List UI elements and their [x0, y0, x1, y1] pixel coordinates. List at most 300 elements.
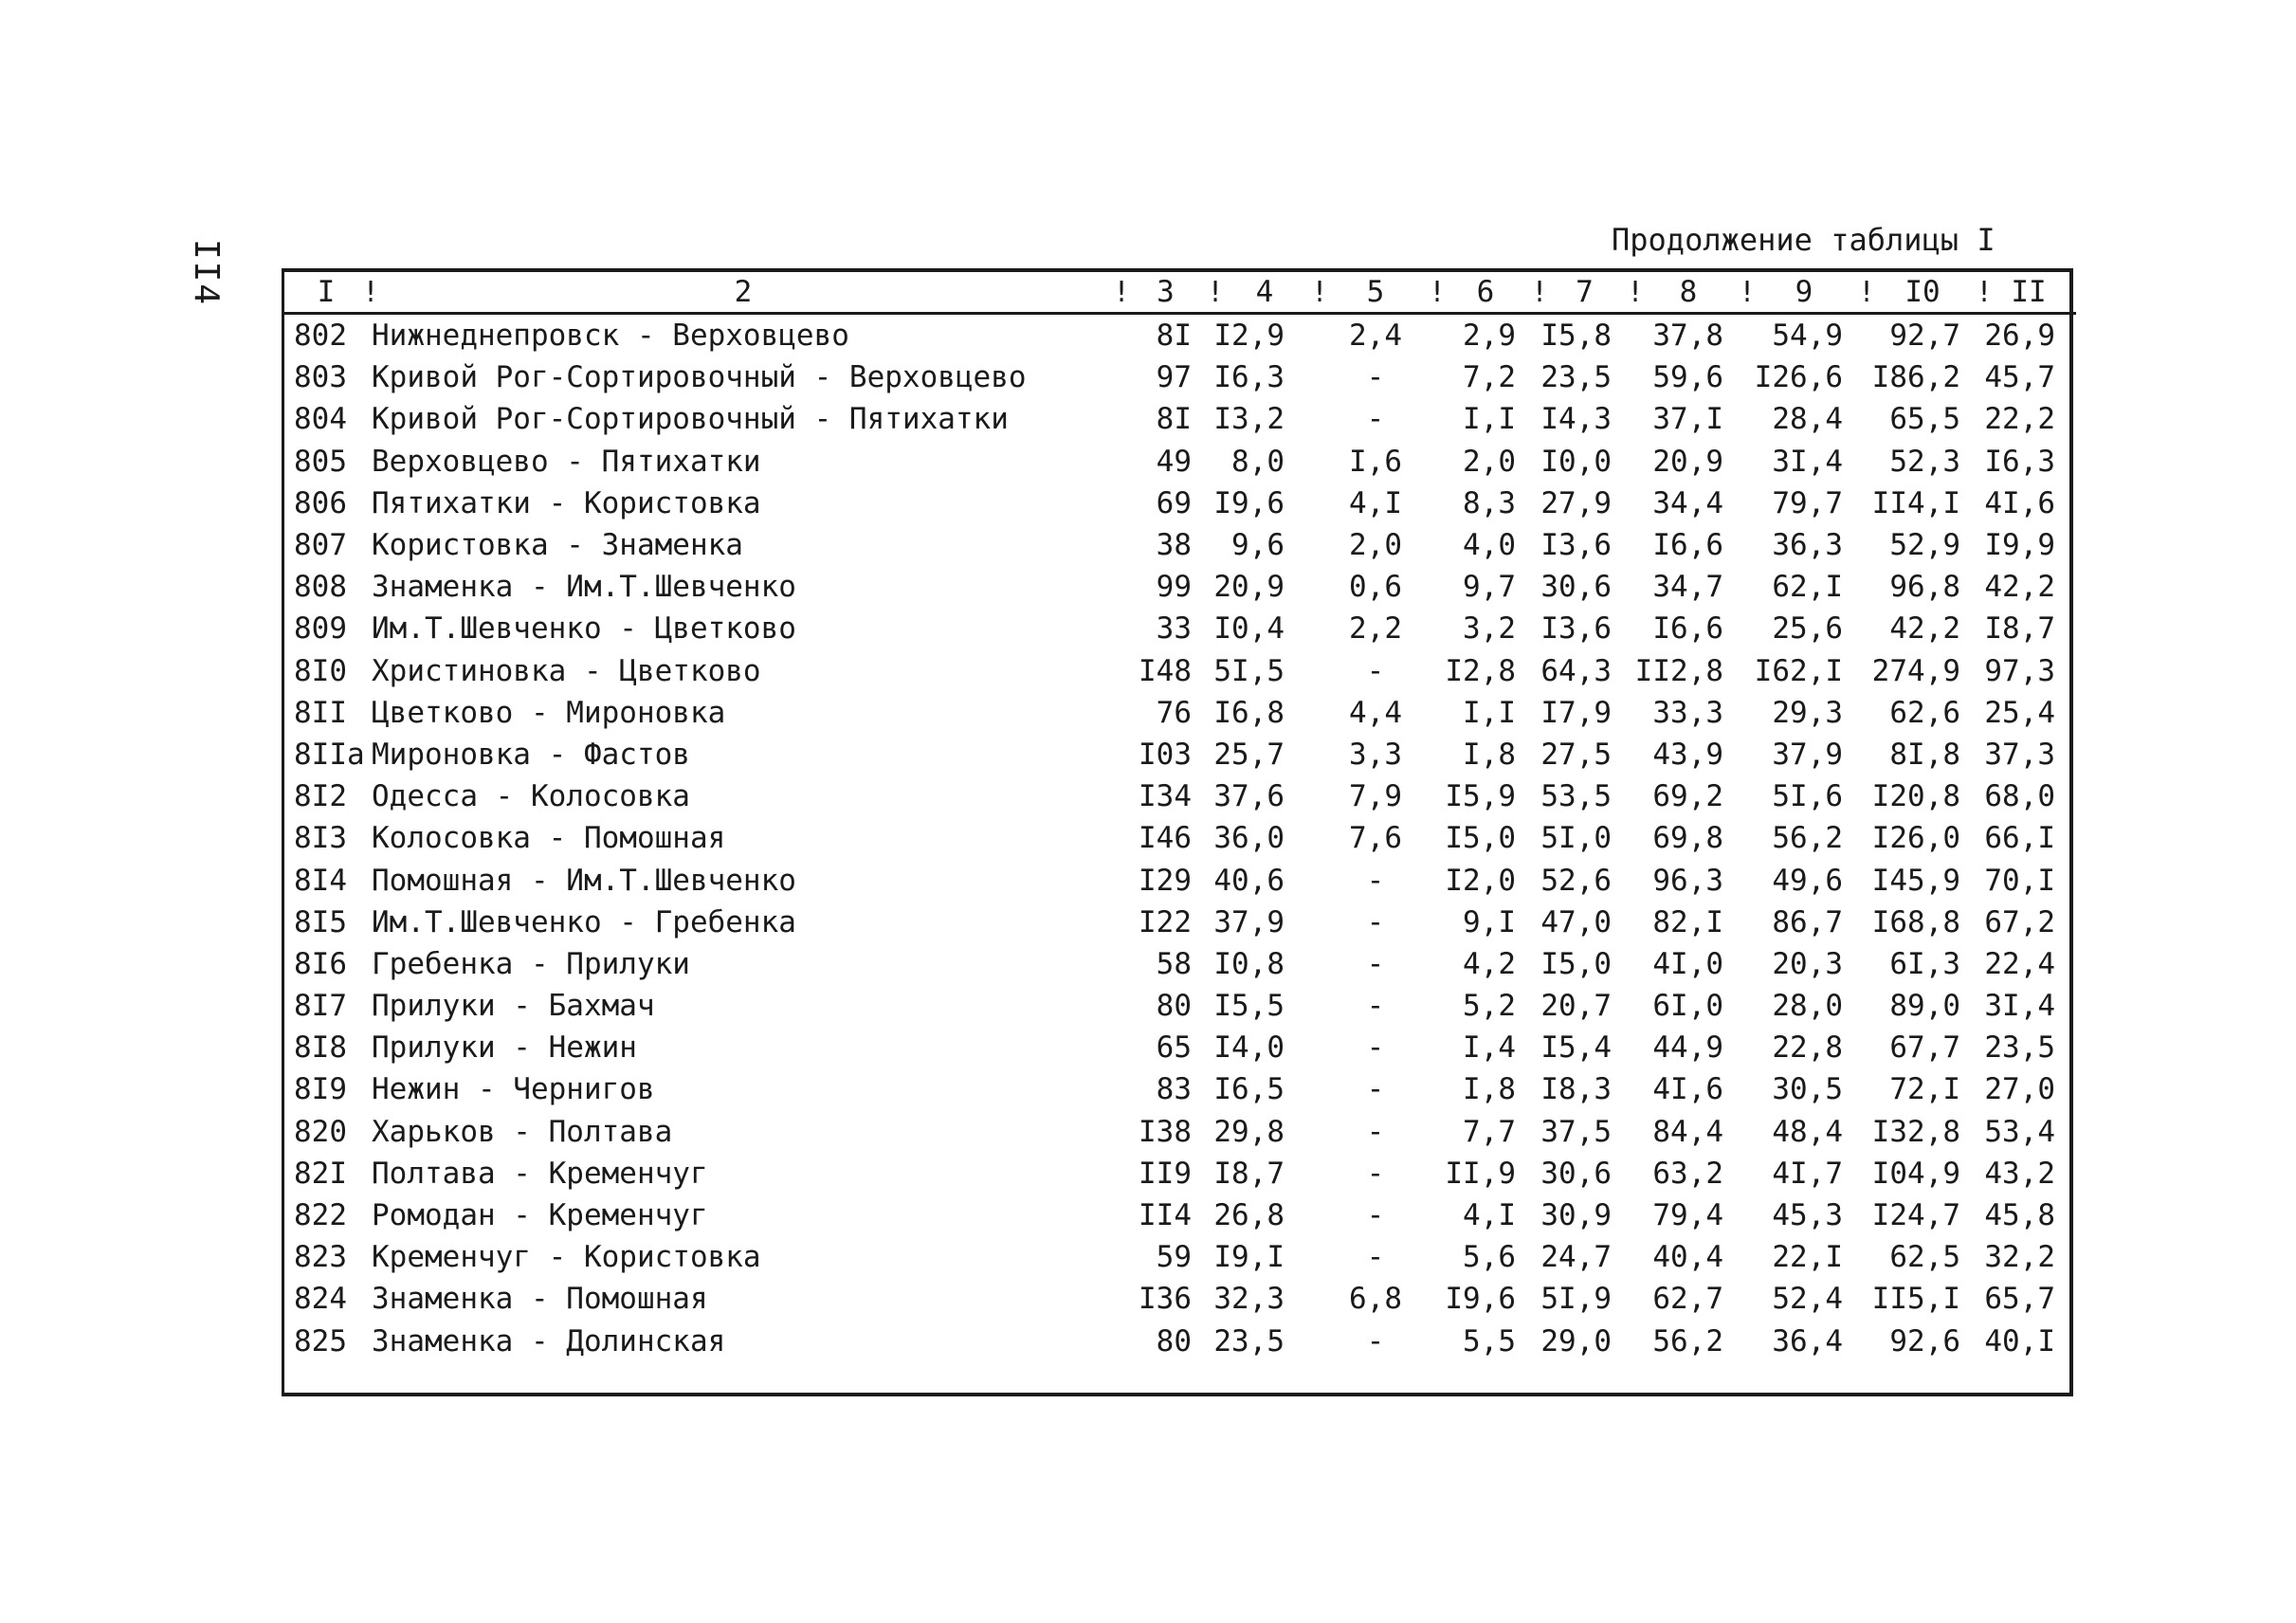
- value-col-5: 7,9: [1349, 779, 1402, 814]
- value-col-10: 6I,3: [1889, 946, 1960, 981]
- table-header: [284, 272, 2076, 314]
- row-number: 809: [294, 611, 347, 647]
- value-col-7: I5,4: [1540, 1030, 1612, 1066]
- value-col-3: 97: [1156, 360, 1192, 395]
- value-col-6: II,9: [1445, 1156, 1516, 1191]
- value-col-7: 53,5: [1540, 779, 1612, 814]
- route-name: Верховцево - Пятихатки: [372, 444, 761, 479]
- value-col-11: 25,4: [1984, 695, 2055, 730]
- value-col-8: 56,2: [1652, 1323, 1723, 1359]
- header-col-3: ! 3: [1119, 272, 1212, 314]
- value-col-9: 56,2: [1772, 821, 1843, 856]
- route-name: Цветково - Мироновка: [372, 695, 726, 730]
- value-col-5: 7,6: [1349, 821, 1402, 856]
- value-col-5: 4,4: [1349, 695, 1402, 730]
- value-col-5: -: [1366, 1240, 1385, 1275]
- value-col-3: 65: [1156, 1030, 1192, 1066]
- value-col-7: I5,8: [1540, 319, 1612, 354]
- route-name: Колосовка - Помошная: [372, 821, 726, 856]
- value-col-7: 64,3: [1540, 653, 1612, 688]
- value-col-3: I38: [1139, 1114, 1192, 1149]
- value-col-6: 4,I: [1463, 1198, 1516, 1233]
- value-col-10: I32,8: [1871, 1114, 1960, 1149]
- value-col-4: 36,0: [1213, 821, 1285, 856]
- route-name: Мироновка - Фастов: [372, 737, 690, 772]
- route-name: Полтава - Кременчуг: [372, 1156, 708, 1191]
- route-name: Им.Т.Шевченко - Цветково: [372, 611, 796, 647]
- value-col-3: I03: [1139, 737, 1192, 772]
- value-col-4: 26,8: [1213, 1198, 1285, 1233]
- value-col-8: 63,2: [1652, 1156, 1723, 1191]
- route-name: Нижнеднепровск - Верховцево: [372, 319, 849, 354]
- value-col-6: 4,2: [1463, 946, 1516, 981]
- value-col-10: 92,7: [1889, 319, 1960, 354]
- value-col-10: I04,9: [1871, 1156, 1960, 1191]
- value-col-4: 37,6: [1213, 779, 1285, 814]
- value-col-6: 5,5: [1463, 1323, 1516, 1359]
- header-col-5: ! 5: [1317, 272, 1434, 314]
- value-col-6: 3,2: [1463, 611, 1516, 647]
- value-col-8: 43,9: [1652, 737, 1723, 772]
- value-col-9: 62,I: [1772, 570, 1843, 605]
- value-col-8: I6,6: [1652, 528, 1723, 563]
- value-col-9: I26,6: [1754, 360, 1843, 395]
- row-number: 8I3: [294, 821, 347, 856]
- value-col-8: 37,8: [1652, 319, 1723, 354]
- value-col-10: II4,I: [1871, 485, 1960, 520]
- value-col-5: -: [1366, 1114, 1385, 1149]
- value-col-8: I6,6: [1652, 611, 1723, 647]
- value-col-11: 27,0: [1984, 1072, 2055, 1107]
- row-number: 807: [294, 528, 347, 563]
- route-name: Нежин - Чернигов: [372, 1072, 655, 1107]
- table-row: [284, 356, 2076, 398]
- route-name: Кривой Рог-Сортировочный - Пятихатки: [372, 402, 1009, 437]
- value-col-9: 79,7: [1772, 485, 1843, 520]
- value-col-8: 62,7: [1652, 1282, 1723, 1317]
- row-number: 806: [294, 485, 347, 520]
- value-col-3: 49: [1156, 444, 1192, 479]
- value-col-4: 32,3: [1213, 1282, 1285, 1317]
- value-col-6: 2,0: [1463, 444, 1516, 479]
- route-name: Користовка - Знаменка: [372, 528, 743, 563]
- value-col-5: -: [1366, 402, 1385, 437]
- value-col-3: 80: [1156, 1323, 1192, 1359]
- value-col-7: I7,9: [1540, 695, 1612, 730]
- value-col-7: 30,6: [1540, 1156, 1612, 1191]
- value-col-9: 4I,7: [1772, 1156, 1843, 1191]
- value-col-8: 59,6: [1652, 360, 1723, 395]
- value-col-3: 38: [1156, 528, 1192, 563]
- row-number: 8I8: [294, 1030, 347, 1066]
- route-name: Прилуки - Бахмач: [372, 989, 655, 1024]
- value-col-9: 20,3: [1772, 946, 1843, 981]
- route-name: Гребенка - Прилуки: [372, 946, 690, 981]
- value-col-5: -: [1366, 1030, 1385, 1066]
- value-col-6: 9,I: [1463, 904, 1516, 939]
- value-col-4: I3,2: [1213, 402, 1285, 437]
- value-col-3: II4: [1139, 1198, 1192, 1233]
- value-col-7: 27,5: [1540, 737, 1612, 772]
- value-col-8: 20,9: [1652, 444, 1723, 479]
- value-col-9: 54,9: [1772, 319, 1843, 354]
- value-col-7: 47,0: [1540, 904, 1612, 939]
- value-col-4: I6,3: [1213, 360, 1285, 395]
- route-name: Кременчуг - Користовка: [372, 1240, 761, 1275]
- value-col-3: 59: [1156, 1240, 1192, 1275]
- value-col-4: 8,0: [1231, 444, 1285, 479]
- value-col-10: I45,9: [1871, 863, 1960, 898]
- value-col-6: I2,8: [1445, 653, 1516, 688]
- value-col-11: 3I,4: [1984, 989, 2055, 1024]
- table-row: [284, 483, 2076, 524]
- value-col-6: I,8: [1463, 737, 1516, 772]
- value-col-3: 99: [1156, 570, 1192, 605]
- row-number: 804: [294, 402, 347, 437]
- value-col-10: 62,5: [1889, 1240, 1960, 1275]
- value-col-5: I,6: [1349, 444, 1402, 479]
- value-col-7: 24,7: [1540, 1240, 1612, 1275]
- value-col-11: 45,7: [1984, 360, 2055, 395]
- value-col-8: 34,7: [1652, 570, 1723, 605]
- value-col-6: 7,2: [1463, 360, 1516, 395]
- value-col-11: 70,I: [1984, 863, 2055, 898]
- table-row: [284, 1111, 2076, 1153]
- value-col-4: 29,8: [1213, 1114, 1285, 1149]
- value-col-10: 72,I: [1889, 1072, 1960, 1107]
- value-col-7: I8,3: [1540, 1072, 1612, 1107]
- table-row: [284, 734, 2076, 775]
- value-col-10: I26,0: [1871, 821, 1960, 856]
- value-col-10: I24,7: [1871, 1198, 1960, 1233]
- value-col-8: 84,4: [1652, 1114, 1723, 1149]
- value-col-7: 20,7: [1540, 989, 1612, 1024]
- value-col-11: 65,7: [1984, 1282, 2055, 1317]
- value-col-5: -: [1366, 653, 1385, 688]
- value-col-5: 6,8: [1349, 1282, 1402, 1317]
- table-row: [284, 566, 2076, 608]
- value-col-11: 26,9: [1984, 319, 2055, 354]
- value-col-6: I2,0: [1445, 863, 1516, 898]
- value-col-3: 83: [1156, 1072, 1192, 1107]
- value-col-4: 37,9: [1213, 904, 1285, 939]
- value-col-9: 37,9: [1772, 737, 1843, 772]
- value-col-10: 92,6: [1889, 1323, 1960, 1359]
- row-number: 8I7: [294, 989, 347, 1024]
- value-col-5: -: [1366, 946, 1385, 981]
- route-name: Ромодан - Кременчуг: [372, 1198, 708, 1233]
- row-number: 8I5: [294, 904, 347, 939]
- value-col-7: I3,6: [1540, 611, 1612, 647]
- value-col-4: I0,8: [1213, 946, 1285, 981]
- row-number: 8II: [294, 695, 347, 730]
- value-col-8: 69,8: [1652, 821, 1723, 856]
- header-row: [284, 272, 2076, 314]
- value-col-5: 3,3: [1349, 737, 1402, 772]
- table-row: [284, 650, 2076, 692]
- route-name: Знаменка - Долинская: [372, 1323, 726, 1359]
- route-name: Кривой Рог-Сортировочный - Верховцево: [372, 360, 1027, 395]
- value-col-5: -: [1366, 989, 1385, 1024]
- value-col-11: 42,2: [1984, 570, 2055, 605]
- value-col-10: I68,8: [1871, 904, 1960, 939]
- value-col-3: 69: [1156, 485, 1192, 520]
- header-col-10: ! I0: [1864, 272, 1981, 314]
- value-col-3: 33: [1156, 611, 1192, 647]
- value-col-8: 44,9: [1652, 1030, 1723, 1066]
- value-col-3: 76: [1156, 695, 1192, 730]
- row-number: 8I4: [294, 863, 347, 898]
- value-col-11: 40,I: [1984, 1323, 2055, 1359]
- route-name: Им.Т.Шевченко - Гребенка: [372, 904, 796, 939]
- value-col-3: 58: [1156, 946, 1192, 981]
- value-col-10: 8I,8: [1889, 737, 1960, 772]
- value-col-9: 25,6: [1772, 611, 1843, 647]
- value-col-8: 96,3: [1652, 863, 1723, 898]
- value-col-4: 9,6: [1231, 528, 1285, 563]
- table-row: [284, 441, 2076, 483]
- value-col-6: I,8: [1463, 1072, 1516, 1107]
- value-col-7: I4,3: [1540, 402, 1612, 437]
- value-col-9: 28,0: [1772, 989, 1843, 1024]
- value-col-10: 52,9: [1889, 528, 1960, 563]
- table-row: [284, 692, 2076, 734]
- value-col-4: I2,9: [1213, 319, 1285, 354]
- table-row: [284, 1236, 2076, 1278]
- value-col-5: -: [1366, 1198, 1385, 1233]
- route-name: Харьков - Полтава: [372, 1114, 673, 1149]
- value-col-8: 4I,6: [1652, 1072, 1723, 1107]
- row-number: 8I2: [294, 779, 347, 814]
- value-col-7: 23,5: [1540, 360, 1612, 395]
- value-col-10: I86,2: [1871, 360, 1960, 395]
- value-col-7: I3,6: [1540, 528, 1612, 563]
- value-col-6: I,4: [1463, 1030, 1516, 1066]
- value-col-3: 8I: [1156, 402, 1192, 437]
- value-col-5: 2,0: [1349, 528, 1402, 563]
- value-col-3: I22: [1139, 904, 1192, 939]
- value-col-11: 23,5: [1984, 1030, 2055, 1066]
- value-col-4: I9,I: [1213, 1240, 1285, 1275]
- value-col-8: 33,3: [1652, 695, 1723, 730]
- row-number: 8I9: [294, 1072, 347, 1107]
- route-name: Помошная - Им.Т.Шевченко: [372, 863, 796, 898]
- value-col-11: 66,I: [1984, 821, 2055, 856]
- value-col-11: 45,8: [1984, 1198, 2055, 1233]
- table-row: [284, 524, 2076, 566]
- table-row: [284, 985, 2076, 1027]
- row-number: 822: [294, 1198, 347, 1233]
- value-col-4: I5,5: [1213, 989, 1285, 1024]
- value-col-9: 22,I: [1772, 1240, 1843, 1275]
- value-col-4: I9,6: [1213, 485, 1285, 520]
- value-col-9: 22,8: [1772, 1030, 1843, 1066]
- value-col-8: 37,I: [1652, 402, 1723, 437]
- value-col-6: I,I: [1463, 695, 1516, 730]
- value-col-4: I0,4: [1213, 611, 1285, 647]
- value-col-4: 20,9: [1213, 570, 1285, 605]
- value-col-9: 28,4: [1772, 402, 1843, 437]
- value-col-7: 29,0: [1540, 1323, 1612, 1359]
- value-col-9: 36,3: [1772, 528, 1843, 563]
- table-row: [284, 902, 2076, 943]
- header-col-8: ! 8: [1632, 272, 1744, 314]
- value-col-8: 40,4: [1652, 1240, 1723, 1275]
- value-col-7: 30,9: [1540, 1198, 1612, 1233]
- value-col-9: 86,7: [1772, 904, 1843, 939]
- header-col-1: I: [284, 272, 368, 314]
- value-col-6: 8,3: [1463, 485, 1516, 520]
- table-row: [284, 1153, 2076, 1194]
- value-col-8: 69,2: [1652, 779, 1723, 814]
- value-col-5: -: [1366, 1323, 1385, 1359]
- value-col-3: 8I: [1156, 319, 1192, 354]
- value-col-11: 22,4: [1984, 946, 2055, 981]
- value-col-11: 4I,6: [1984, 485, 2055, 520]
- value-col-10: 52,3: [1889, 444, 1960, 479]
- route-name: Знаменка - Помошная: [372, 1282, 708, 1317]
- row-number: 82I: [294, 1156, 347, 1191]
- value-col-3: II9: [1139, 1156, 1192, 1191]
- row-number: 823: [294, 1240, 347, 1275]
- value-col-11: 32,2: [1984, 1240, 2055, 1275]
- value-col-9: 36,4: [1772, 1323, 1843, 1359]
- page-number: II4: [187, 239, 226, 307]
- route-name: Знаменка - Им.Т.Шевченко: [372, 570, 796, 605]
- value-col-9: 48,4: [1772, 1114, 1843, 1149]
- value-col-6: 5,6: [1463, 1240, 1516, 1275]
- value-col-3: I34: [1139, 779, 1192, 814]
- row-number: 8I0: [294, 653, 347, 688]
- value-col-11: I6,3: [1984, 444, 2055, 479]
- row-number: 824: [294, 1282, 347, 1317]
- value-col-5: -: [1366, 1072, 1385, 1107]
- value-col-8: 79,4: [1652, 1198, 1723, 1233]
- value-col-5: -: [1366, 904, 1385, 939]
- header-col-9: ! 9: [1744, 272, 1864, 314]
- value-col-10: 96,8: [1889, 570, 1960, 605]
- header-col-2: ! 2: [368, 272, 1119, 314]
- value-col-11: 97,3: [1984, 653, 2055, 688]
- value-col-10: 89,0: [1889, 989, 1960, 1024]
- table-row: [284, 608, 2076, 649]
- value-col-3: I48: [1139, 653, 1192, 688]
- value-col-6: I5,9: [1445, 779, 1516, 814]
- value-col-10: I20,8: [1871, 779, 1960, 814]
- value-col-11: I9,9: [1984, 528, 2055, 563]
- value-col-7: 5I,0: [1540, 821, 1612, 856]
- value-col-8: II2,8: [1634, 653, 1723, 688]
- value-col-11: 53,4: [1984, 1114, 2055, 1149]
- value-col-11: I8,7: [1984, 611, 2055, 647]
- value-col-7: I5,0: [1540, 946, 1612, 981]
- value-col-5: 0,6: [1349, 570, 1402, 605]
- value-col-4: I8,7: [1213, 1156, 1285, 1191]
- value-col-11: 67,2: [1984, 904, 2055, 939]
- row-number: 8I6: [294, 946, 347, 981]
- table-row: [284, 398, 2076, 440]
- value-col-9: 5I,6: [1772, 779, 1843, 814]
- value-col-8: 82,I: [1652, 904, 1723, 939]
- value-col-6: 4,0: [1463, 528, 1516, 563]
- route-name: Одесса - Колосовка: [372, 779, 690, 814]
- table-row: [284, 1278, 2076, 1320]
- table-row: [284, 859, 2076, 901]
- table-row: [284, 314, 2076, 357]
- value-col-6: 7,7: [1463, 1114, 1516, 1149]
- value-col-11: 37,3: [1984, 737, 2055, 772]
- data-table: [284, 272, 2076, 1362]
- value-col-4: I4,0: [1213, 1030, 1285, 1066]
- value-col-5: 2,4: [1349, 319, 1402, 354]
- value-col-3: 80: [1156, 989, 1192, 1024]
- table-row: [284, 1194, 2076, 1236]
- value-col-10: II5,I: [1871, 1282, 1960, 1317]
- value-col-7: 27,9: [1540, 485, 1612, 520]
- value-col-5: -: [1366, 360, 1385, 395]
- value-col-6: I,I: [1463, 402, 1516, 437]
- value-col-4: I6,8: [1213, 695, 1285, 730]
- value-col-6: 2,9: [1463, 319, 1516, 354]
- table-row: [284, 943, 2076, 985]
- data-table-frame: [282, 268, 2073, 1396]
- value-col-11: 43,2: [1984, 1156, 2055, 1191]
- value-col-7: I0,0: [1540, 444, 1612, 479]
- value-col-4: 25,7: [1213, 737, 1285, 772]
- row-number: 8IIа: [294, 737, 365, 772]
- value-col-10: 62,6: [1889, 695, 1960, 730]
- value-col-3: I29: [1139, 863, 1192, 898]
- header-col-6: ! 6: [1434, 272, 1537, 314]
- route-name: Христиновка - Цветково: [372, 653, 761, 688]
- value-col-3: I46: [1139, 821, 1192, 856]
- value-col-5: -: [1366, 863, 1385, 898]
- header-col-7: ! 7: [1537, 272, 1632, 314]
- value-col-9: I62,I: [1754, 653, 1843, 688]
- header-col-4: ! 4: [1212, 272, 1317, 314]
- value-col-3: I36: [1139, 1282, 1192, 1317]
- value-col-8: 6I,0: [1652, 989, 1723, 1024]
- value-col-10: 65,5: [1889, 402, 1960, 437]
- value-col-9: 29,3: [1772, 695, 1843, 730]
- table-row: [284, 1068, 2076, 1110]
- row-number: 820: [294, 1114, 347, 1149]
- row-number: 805: [294, 444, 347, 479]
- value-col-6: I9,6: [1445, 1282, 1516, 1317]
- value-col-7: 37,5: [1540, 1114, 1612, 1149]
- value-col-8: 34,4: [1652, 485, 1723, 520]
- table-body: [284, 314, 2076, 1362]
- value-col-10: 274,9: [1871, 653, 1960, 688]
- value-col-9: 49,6: [1772, 863, 1843, 898]
- value-col-11: 68,0: [1984, 779, 2055, 814]
- row-number: 825: [294, 1323, 347, 1359]
- value-col-9: 52,4: [1772, 1282, 1843, 1317]
- value-col-7: 52,6: [1540, 863, 1612, 898]
- table-row: [284, 775, 2076, 817]
- row-number: 808: [294, 570, 347, 605]
- route-name: Прилуки - Нежин: [372, 1030, 637, 1066]
- value-col-9: 45,3: [1772, 1198, 1843, 1233]
- value-col-6: 9,7: [1463, 570, 1516, 605]
- table-row: [284, 1027, 2076, 1068]
- value-col-9: 3I,4: [1772, 444, 1843, 479]
- value-col-5: 4,I: [1349, 485, 1402, 520]
- value-col-7: 30,6: [1540, 570, 1612, 605]
- row-number: 803: [294, 360, 347, 395]
- value-col-5: 2,2: [1349, 611, 1402, 647]
- value-col-11: 22,2: [1984, 402, 2055, 437]
